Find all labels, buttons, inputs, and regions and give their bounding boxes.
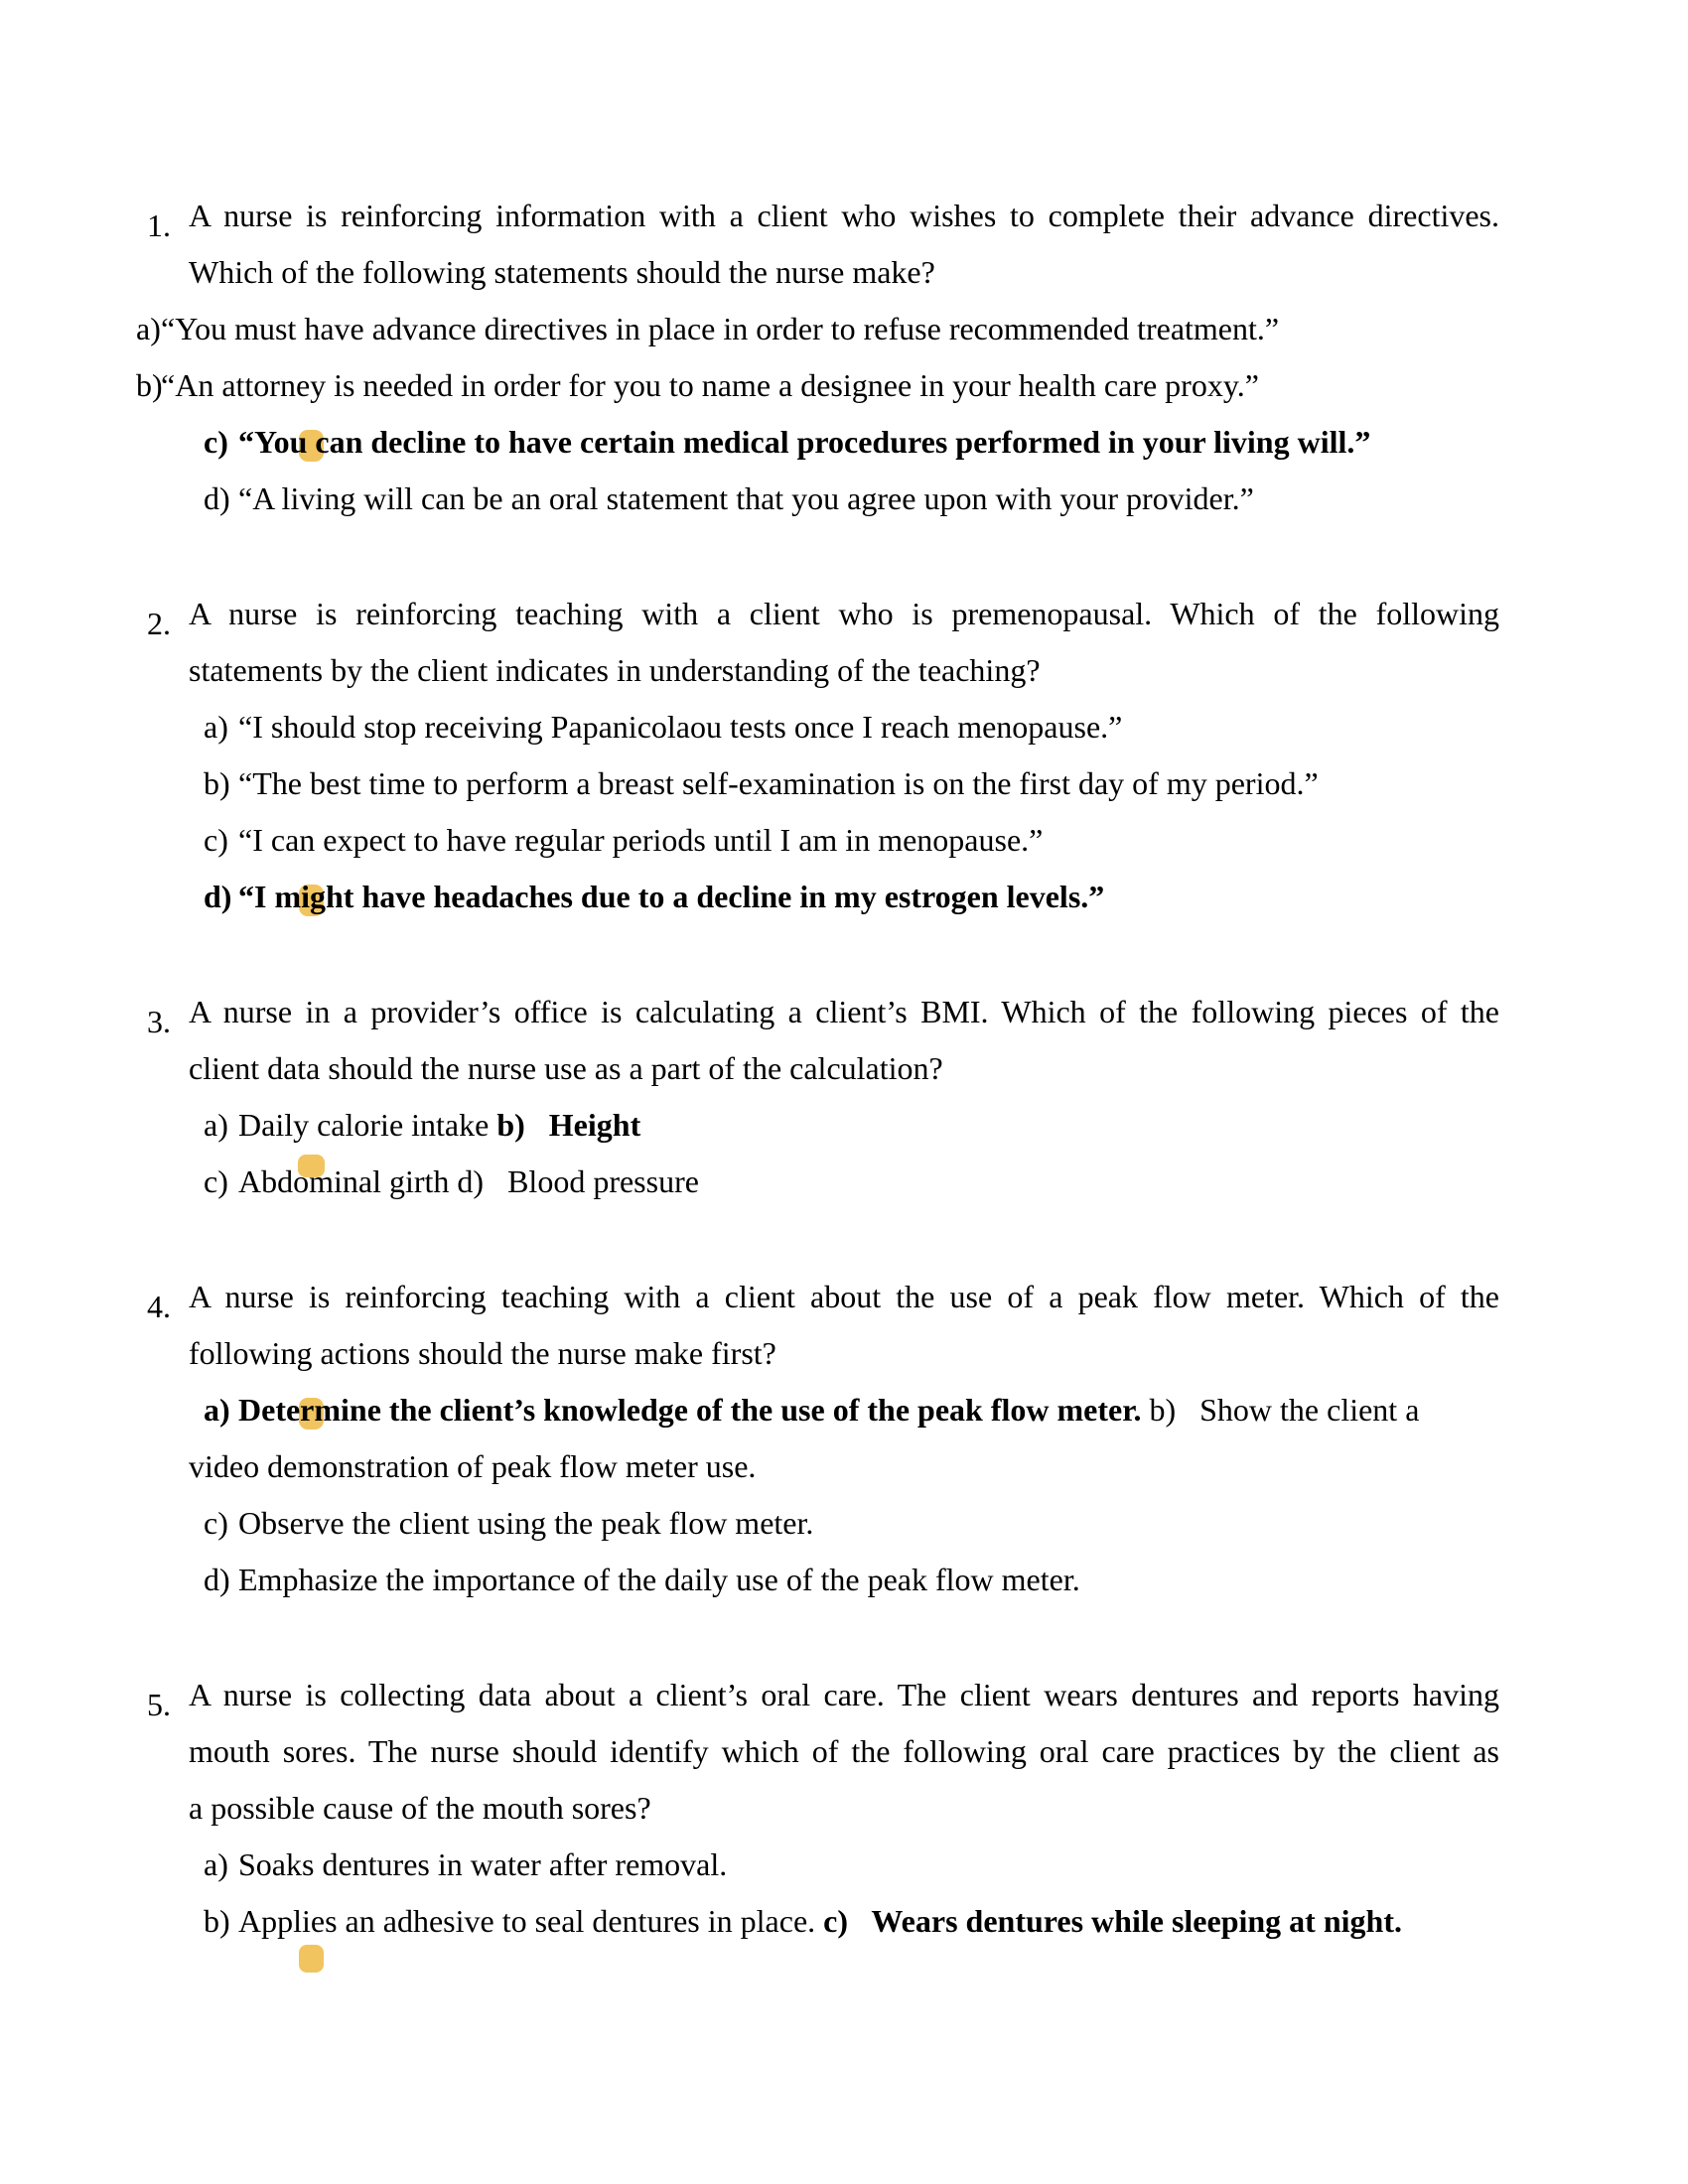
option-label: b) <box>204 765 230 801</box>
text-segment: Soaks dentures in water after removal. <box>238 1846 728 1882</box>
line-text <box>189 1448 756 1484</box>
line-text <box>204 1562 1080 1597</box>
line-text <box>189 254 935 290</box>
question-line <box>147 586 1499 642</box>
question-number: 4. <box>147 1289 171 1324</box>
text-segment: a possible cause of the mouth sores? <box>189 1790 651 1826</box>
text-segment: following actions should the nurse make first? <box>189 1335 776 1371</box>
option-line <box>204 812 1688 869</box>
line-text <box>204 1392 1419 1428</box>
option-label: a) <box>204 1392 230 1428</box>
text-segment: statements by the client indicates in understanding of the teaching? <box>189 652 1041 688</box>
line-text <box>204 765 1319 801</box>
text-segment: A nurse in a provider’s office is calculating a client’s BMI. Which of the following pieces of the <box>189 994 1499 1029</box>
text-segment: client data should the nurse use as a part of the calculation? <box>189 1050 943 1086</box>
line-text <box>204 1846 727 1882</box>
option-label: d) <box>204 1562 230 1597</box>
text-segment: Daily calorie intake <box>238 1107 497 1143</box>
option-line <box>204 471 1688 527</box>
question-block <box>0 188 1688 527</box>
text-segment: A nurse is reinforcing teaching with a client who is premenopausal. Which of the following <box>189 596 1499 631</box>
text-segment: Determine the client’s knowledge of the use of the peak flow meter. <box>238 1392 1142 1428</box>
question-block <box>0 1667 1688 1950</box>
option-label: b) <box>204 1903 230 1939</box>
text-segment: “You must have advance directives in place in order to refuse recommended treatment.” <box>161 311 1280 346</box>
text-segment: Abdominal girth d) Blood pressure <box>238 1163 699 1199</box>
line-text <box>204 1107 640 1143</box>
option-line <box>204 1837 1688 1893</box>
text-segment: “The best time to perform a breast self-examination is on the first day of my period.” <box>238 765 1319 801</box>
option-label: d) <box>204 879 232 914</box>
option-line <box>204 1097 1688 1154</box>
line-text <box>189 1790 651 1826</box>
text-segment: c) <box>823 1903 848 1939</box>
text-segment <box>848 1903 871 1939</box>
text-segment: A nurse is reinforcing information with a client who wishes to complete their advance directives. <box>189 198 1499 233</box>
option-line <box>136 357 1688 414</box>
option-label: a) <box>204 709 228 745</box>
question-number: 3. <box>147 1004 171 1039</box>
line-text <box>204 424 1370 460</box>
line-text <box>147 198 1499 243</box>
question-line <box>189 1780 1688 1837</box>
option-label: a) <box>204 1846 228 1882</box>
text-segment: A nurse is reinforcing teaching with a client about the use of a peak flow meter. Which of the <box>189 1279 1499 1314</box>
text-segment: Observe the client using the peak flow meter. <box>238 1505 814 1541</box>
question-line <box>147 1269 1499 1325</box>
option-label: d) <box>204 480 230 516</box>
line-text <box>204 709 1122 745</box>
line-text <box>147 1279 1499 1324</box>
line-text <box>204 480 1254 516</box>
line-text <box>204 879 1104 914</box>
text-segment: A nurse is collecting data about a client’s oral care. The client wears dentures and reports having <box>189 1677 1499 1712</box>
text-segment: Applies an adhesive to seal dentures in place. <box>238 1903 824 1939</box>
question-line <box>189 1723 1499 1780</box>
option-label: c) <box>204 1505 228 1541</box>
text-segment: “I might have headaches due to a decline in my estrogen levels.” <box>238 879 1105 914</box>
question-block <box>0 1269 1688 1608</box>
line-text <box>189 652 1041 688</box>
line-text <box>136 367 1259 403</box>
text-segment: Which of the following statements should the nurse make? <box>189 254 935 290</box>
text-segment: Emphasize the importance of the daily use of the peak flow meter. <box>238 1562 1080 1597</box>
option-line <box>204 1893 1688 1950</box>
line-text <box>204 822 1043 858</box>
line-text <box>204 1163 699 1199</box>
option-line <box>204 1495 1688 1552</box>
option-line <box>204 414 1688 471</box>
question-block <box>0 586 1688 925</box>
question-line <box>147 1667 1499 1723</box>
line-text <box>189 1050 943 1086</box>
text-segment <box>525 1107 549 1143</box>
option-label: c) <box>204 424 228 460</box>
question-number: 5. <box>147 1687 171 1722</box>
option-label: a) <box>136 311 161 346</box>
option-line <box>204 699 1688 755</box>
text-segment: video demonstration of peak flow meter use. <box>189 1448 757 1484</box>
text-segment: mouth sores. The nurse should identify which of the following oral care practices by the client as <box>189 1733 1499 1769</box>
text-segment: Height <box>548 1107 641 1143</box>
option-line <box>204 1552 1688 1608</box>
line-text <box>147 1677 1499 1722</box>
option-label: a) <box>204 1107 228 1143</box>
line-text <box>189 1335 776 1371</box>
text-segment: “An attorney is needed in order for you to name a designee in your health care proxy.” <box>161 367 1259 403</box>
line-text <box>204 1505 813 1541</box>
question-line <box>189 1040 1688 1097</box>
text-segment: b) Show the client a <box>1141 1392 1420 1428</box>
question-number: 1. <box>147 207 171 243</box>
option-label: c) <box>204 1163 228 1199</box>
question-number: 2. <box>147 606 171 641</box>
text-segment: “I can expect to have regular periods until I am in menopause.” <box>238 822 1044 858</box>
option-line <box>204 755 1688 812</box>
option-line <box>204 1382 1688 1438</box>
question-line <box>189 1325 1688 1382</box>
question-line <box>147 984 1499 1040</box>
text-segment: “A living will can be an oral statement that you agree upon with your provider.” <box>238 480 1254 516</box>
question-block <box>0 984 1688 1210</box>
line-text <box>189 1733 1499 1769</box>
question-line <box>189 642 1688 699</box>
line-text <box>147 596 1499 641</box>
option-label: c) <box>204 822 228 858</box>
question-line <box>189 1438 1688 1495</box>
option-line <box>204 869 1688 925</box>
text-segment: “You can decline to have certain medical procedures performed in your living will.” <box>238 424 1371 460</box>
option-label: b) <box>136 367 163 403</box>
text-segment: Wears dentures while sleeping at night. <box>871 1903 1402 1939</box>
line-text <box>147 994 1499 1039</box>
line-text <box>136 311 1279 346</box>
option-line <box>204 1154 1688 1210</box>
question-line <box>189 244 1688 301</box>
text-segment: “I should stop receiving Papanicolaou tests once I reach menopause.” <box>238 709 1123 745</box>
highlight-mark <box>299 1945 324 1973</box>
text-segment: b) <box>496 1107 525 1143</box>
line-text <box>204 1903 1402 1939</box>
question-line <box>147 188 1499 244</box>
option-line <box>136 301 1688 357</box>
